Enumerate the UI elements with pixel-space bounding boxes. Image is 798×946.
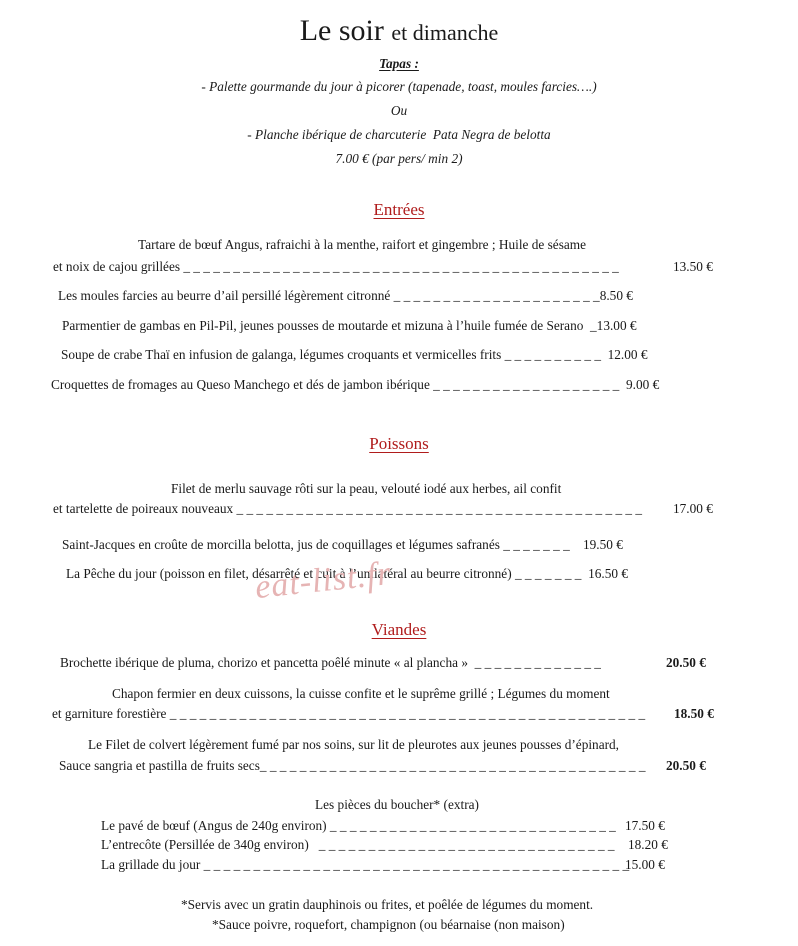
entree-1-price: 13.50 € — [673, 259, 713, 274]
poisson-3: La Pêche du jour (poisson en filet, désarrêté et cuit à l’unilatéral au beurre citronné) _ _ _ _ _ _ _ 16.50 € — [66, 566, 628, 581]
entree-3: Parmentier de gambas en Pil-Pil, jeunes pousses de moutarde et mizuna à l’huile fumée de Serano _13.00 € — [62, 318, 637, 333]
boucher-item-2-price: 18.20 € — [628, 837, 668, 852]
tapas-line-2: - Planche ibérique de charcuterie Pata Negra de belotta — [247, 127, 551, 142]
tapas-label: Tapas : — [379, 56, 419, 71]
viande-3-price: 20.50 € — [666, 758, 706, 773]
poisson-1-line2: et tartelette de poireaux nouveaux _ _ _ _ _ _ _ _ _ _ _ _ _ _ _ _ _ _ _ _ _ _ _ _ _ _ _ _ _ _ _ _ _ _ _ _ _ _ _ _ _ — [53, 501, 643, 516]
tapas-price: 7.00 € (par pers/ min 2) — [335, 151, 463, 166]
title-subtitle: et dimanche — [391, 20, 499, 45]
footer-note-2: *Sauce poivre, roquefort, champignon (ou béarnaise (non maison) — [212, 917, 565, 932]
viande-3-line1: Le Filet de colvert légèrement fumé par nos soins, sur lit de pleurotes aux jeunes pousses d’épinard, — [88, 737, 619, 752]
tapas-line-1: - Palette gourmande du jour à picorer (tapenade, toast, moules farcies….) — [201, 79, 597, 94]
section-title-entrees: Entrées — [373, 200, 425, 219]
entree-4: Soupe de crabe Thaï en infusion de galanga, légumes croquants et vermicelles frits _ _ _ _ _ _ _ _ _ _ 12.00 € — [61, 347, 648, 362]
viande-1-price: 20.50 € — [666, 655, 706, 670]
viande-2-line1: Chapon fermier en deux cuissons, la cuisse confite et le suprême grillé ; Légumes du moment — [112, 686, 610, 701]
entree-1-line2: et noix de cajou grillées _ _ _ _ _ _ _ _ _ _ _ _ _ _ _ _ _ _ _ _ _ _ _ _ _ _ _ _ _ _ _ _ _ _ _ _ _ _ _ _ _ _ _ _ — [53, 259, 619, 274]
viande-3-line2: Sauce sangria et pastilla de fruits secs_ _ _ _ _ _ _ _ _ _ _ _ _ _ _ _ _ _ _ _ _ _ _ _ _ _ _ _ _ _ _ _ _ _ _ _ _ _ _ — [59, 758, 646, 773]
viande-1: Brochette ibérique de pluma, chorizo et pancetta poêlé minute « al plancha » _ _ _ _ _ _ _ _ _ _ _ _ _ — [60, 655, 601, 670]
section-title-poissons: Poissons — [369, 434, 429, 453]
title-main: Le soir — [299, 14, 384, 47]
boucher-item-3: La grillade du jour _ _ _ _ _ _ _ _ _ _ _ _ _ _ _ _ _ _ _ _ _ _ _ _ _ _ _ _ _ _ _ _ _ _ _ _ _ _ _ _ _ _ _ — [101, 857, 630, 872]
watermark: eat-list.fr — [253, 554, 394, 607]
entree-5: Croquettes de fromages au Queso Manchego et dés de jambon ibérique _ _ _ _ _ _ _ _ _ _ _ _ _ _ _ _ _ _ _ 9.00 € — [51, 377, 660, 392]
boucher-item-1-price: 17.50 € — [625, 818, 665, 833]
entree-2: Les moules farcies au beurre d’ail persillé légèrement citronné _ _ _ _ _ _ _ _ _ _ _ _ _ _ _ _ _ _ _ _ _8.50 € — [58, 288, 633, 303]
poisson-2: Saint-Jacques en croûte de morcilla belotta, jus de coquillages et légumes safranés _ _ _ _ _ _ _ 19.50 € — [62, 537, 623, 552]
viande-2-price: 18.50 € — [674, 706, 714, 721]
entree-1-line1: Tartare de bœuf Angus, rafraichi à la menthe, raifort et gingembre ; Huile de sésame — [138, 237, 587, 252]
poisson-1-line1: Filet de merlu sauvage rôti sur la peau, velouté iodé aux herbes, ail confit — [171, 481, 562, 496]
section-title-viandes: Viandes — [371, 620, 427, 639]
boucher-title: Les pièces du boucher* (extra) — [315, 797, 479, 812]
poisson-1-price: 17.00 € — [673, 501, 713, 516]
boucher-item-3-price: 15.00 € — [625, 857, 665, 872]
boucher-item-1: Le pavé de bœuf (Angus de 240g environ) _ _ _ _ _ _ _ _ _ _ _ _ _ _ _ _ _ _ _ _ _ _ _ _ _ _ _ _ _ — [101, 818, 616, 833]
boucher-item-2: L’entrecôte (Persillée de 340g environ) _ _ _ _ _ _ _ _ _ _ _ _ _ _ _ _ _ _ _ _ _ _ _ _ _ _ _ _ _ _ — [101, 837, 615, 852]
page-title — [0, 14, 798, 48]
viande-2-line2: et garniture forestière _ _ _ _ _ _ _ _ _ _ _ _ _ _ _ _ _ _ _ _ _ _ _ _ _ _ _ _ _ _ _ _ _ _ _ _ _ _ _ _ _ _ _ _ _ _ _ _ — [52, 706, 646, 721]
footer-note-1: *Servis avec un gratin dauphinois ou frites, et poêlée de légumes du moment. — [181, 897, 594, 912]
tapas-or: Ou — [390, 103, 408, 118]
